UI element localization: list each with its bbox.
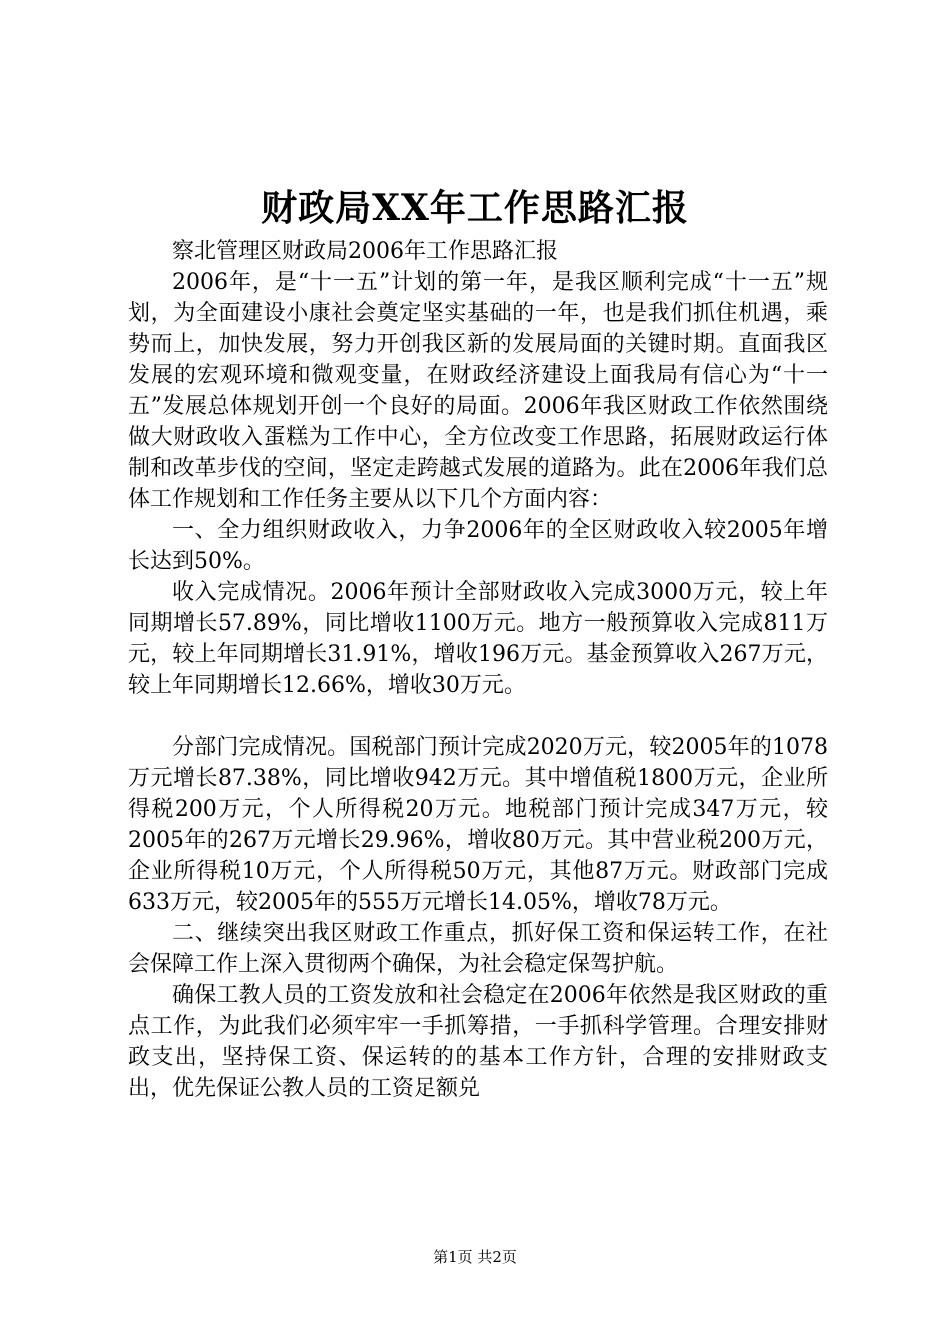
paragraph-revenue-completion: 收入完成情况。2006年预计全部财政收入完成3000万元，较上年同期增长57.89%，同比增收1100万元。地方一般预算收入完成811万元，较上年同期增长31.91%，增收196万元。基金预算收入267万元，较上年同期增长12.66%，增收30万元。 <box>128 580 828 698</box>
paragraph-department-completion: 分部门完成情况。国税部门预计完成2020万元，较2005年的1078万元增长87.38%，同比增收942万元。其中增值税1800万元，企业所得税200万元，个人所得税20万元。地税部门预计完成347万元，较2005年的267万元增长29.96%，增收80万元。其中营业税200万元，企业所得税10万元，个人所得税50万元，其他87万元。财政部门完成633万元，较2005年的555万元增长14.05%，增收78万元。 <box>128 735 828 915</box>
paragraph-intro: 2006年，是“十一五”计划的第一年，是我区顺利完成“十一五”规划，为全面建设小康社会奠定坚实基础的一年，也是我们抓住机遇，乘势而上，加快发展，努力开创我区新的发展局面的关键时期。直面我区发展的宏观环境和微观变量，在财政经济建设上面我局有信心为“十一五”发展总体规划开创一个良好的局面。2006年我区财政工作依然围绕做大财政收入蛋糕为工作中心，全方位改变工作思路，拓展财政运行体制和改革步伐的空间，坚定走跨越式发展的道路为。此在2006年我们总体工作规划和工作任务主要从以下几个方面内容： <box>128 270 828 512</box>
page-number-footer: 第1页 共2页 <box>433 1248 517 1266</box>
paragraph-section-one-heading: 一、全力组织财政收入，力争2006年的全区财政收入较2005年增长达到50%。 <box>128 518 828 574</box>
document-title: 财政局XX年工作思路汇报 <box>261 187 689 229</box>
paragraph-salary-guarantee: 确保工教人员的工资发放和社会稳定在2006年依然是我区财政的重点工作，为此我们必须牢牢一手抓筹措，一手抓科学管理。合理安排财政支出，坚持保工资、保运转的的基本工作方针，合理的安排财政支出，优先保证公教人员的工资足额兑 <box>128 983 828 1101</box>
document-body <box>128 236 828 1104</box>
paragraph-section-two-heading: 二、继续突出我区财政工作重点，抓好保工资和保运转工作，在社会保障工作上深入贯彻两个确保，为社会稳定保驾护航。 <box>128 921 828 977</box>
paragraph-subtitle: 察北管理区财政局2006年工作思路汇报 <box>172 239 558 264</box>
